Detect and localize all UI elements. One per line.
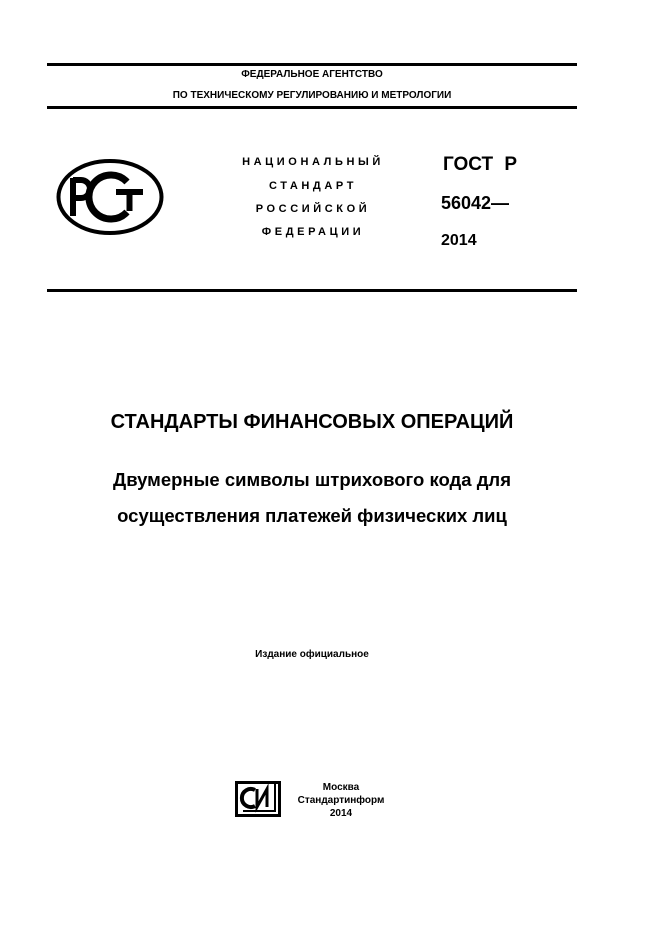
agency-line-2: ПО ТЕХНИЧЕСКОМУ РЕГУЛИРОВАНИЮ И МЕТРОЛОГИИ <box>172 90 452 101</box>
standard-type-line-1: НАЦИОНАЛЬНЫЙ <box>242 156 384 168</box>
standard-type-line-3: РОССИЙСКОЙ <box>255 203 371 215</box>
gost-r-certification-logo-icon <box>55 158 165 236</box>
document-subtitle-line-1: Двумерные символы штрихового кода для <box>113 469 511 490</box>
designation-rule <box>47 289 577 292</box>
logo-letter-t-stem <box>127 189 133 211</box>
top-rule <box>47 63 577 66</box>
publisher-name: Стандартинформ <box>297 795 385 806</box>
document-title: СТАНДАРТЫ ФИНАНСОВЫХ ОПЕРАЦИЙ <box>110 411 514 433</box>
standard-type-line-2: СТАНДАРТ <box>268 180 358 192</box>
standartinform-logo-icon <box>235 781 281 817</box>
edition-label: Издание официальное <box>255 649 369 660</box>
agency-line-1: ФЕДЕРАЛЬНОЕ АГЕНТСТВО <box>241 69 383 80</box>
standard-type-line-4: ФЕДЕРАЦИИ <box>261 226 365 238</box>
header-rule <box>47 106 577 109</box>
publisher-city: Москва <box>322 782 360 793</box>
designation-prefix: ГОСТ Р <box>443 154 518 175</box>
publisher-year: 2014 <box>329 808 353 819</box>
designation-number: 56042— <box>441 193 510 213</box>
designation-year: 2014 <box>441 232 477 249</box>
document-subtitle-line-2: осуществления платежей физических лиц <box>117 505 507 526</box>
